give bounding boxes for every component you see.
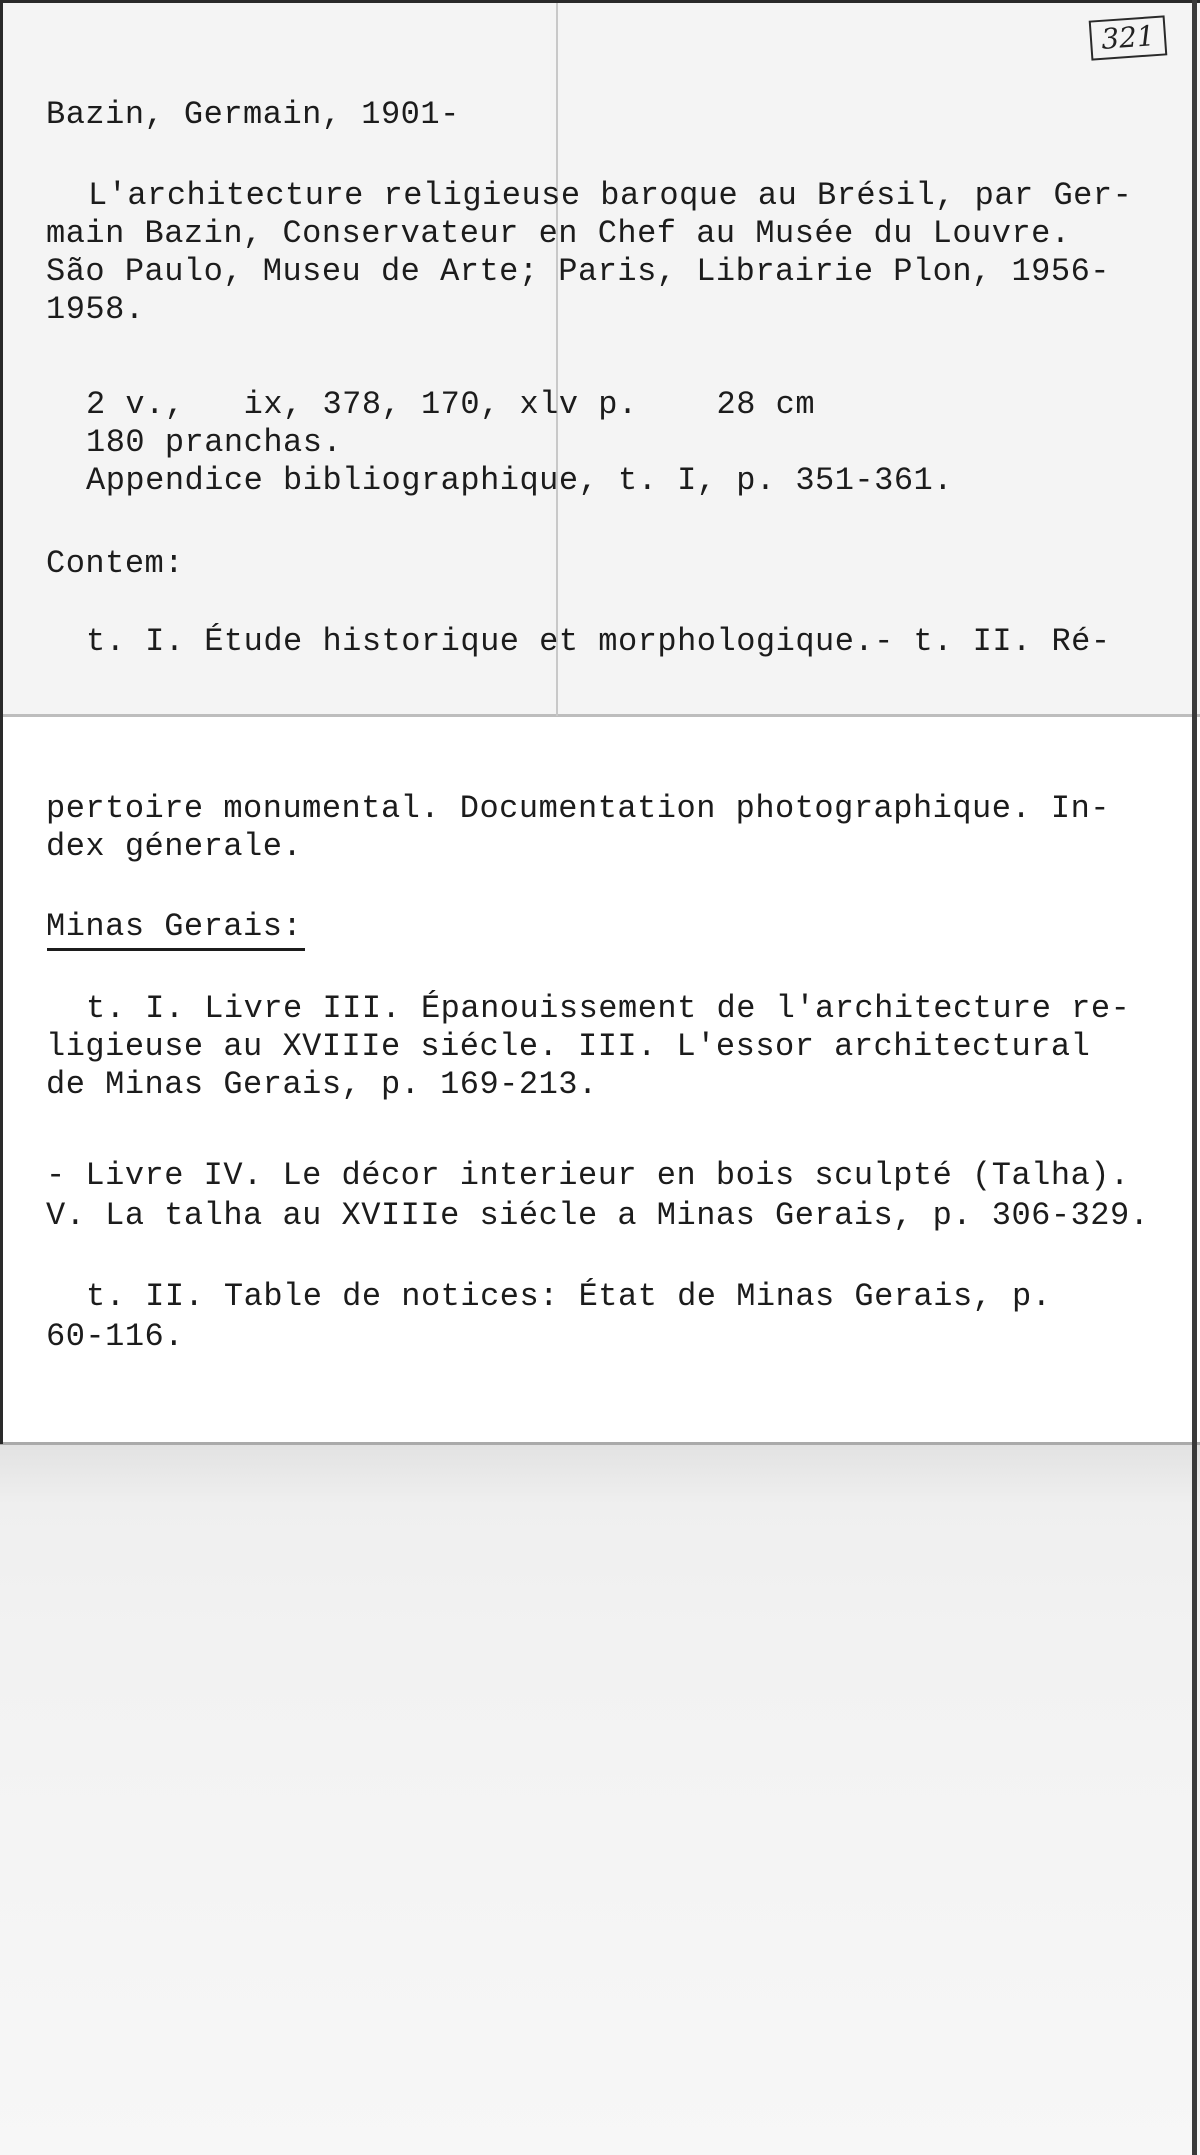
minas-gerais-heading: Minas Gerais: [46,908,303,945]
minas-paragraph-3-line-1: t. II. Table de notices: État de Minas Gerais, p. [86,1278,1052,1315]
fold-crease-1 [0,714,1200,717]
collation-line-3: Appendice bibliographique, t. I, p. 351-361. [86,462,953,499]
minas-paragraph-2-line-1: - Livre IV. Le décor interieur en bois sculpté (Talha). [46,1157,1130,1194]
author-heading: Bazin, Germain, 1901- [46,96,460,133]
collation-line-1: 2 v., ix, 378, 170, xlv p. 28 cm [86,386,816,423]
contents-label: Contem: [46,545,184,582]
minas-paragraph-2-line-2: V. La talha au XVIIIe siécle a Minas Gerais, p. 306-329. [46,1197,1150,1234]
contents-line-2: pertoire monumental. Documentation photographique. In- [46,790,1110,827]
card-edge-right [1192,0,1197,2155]
card-edge-top [0,0,1200,3]
contents-line-1: t. I. Étude historique et morphologique.- t. II. Ré- [86,623,1111,660]
contents-line-3: dex génerale. [46,828,303,865]
minas-paragraph-1-line-3: de Minas Gerais, p. 169-213. [46,1066,598,1103]
minas-paragraph-1-line-1: t. I. Livre III. Épanouissement de l'architecture re- [86,990,1131,1027]
title-line-2: main Bazin, Conservateur en Chef au Musée du Louvre. [46,215,1071,252]
card-panel-bottom [0,1444,1200,2155]
card-edge-left [0,0,3,1444]
title-line-4: 1958. [46,291,145,328]
title-line-1: L'architecture religieuse baroque au Brésil, par Ger- [88,177,1133,214]
title-line-3: São Paulo, Museu de Arte; Paris, Librairie Plon, 1956- [46,253,1110,290]
collation-line-2: 180 pranchas. [86,424,343,461]
minas-paragraph-1-line-2: ligieuse au XVIIIe siécle. III. L'essor architectural [46,1028,1091,1065]
minas-paragraph-3-line-2: 60-116. [46,1318,184,1355]
fold-crease-2 [0,1442,1200,1445]
vertical-crease [556,0,558,716]
heading-underline [47,948,305,951]
card-number-stamp: 321 [1089,15,1168,60]
